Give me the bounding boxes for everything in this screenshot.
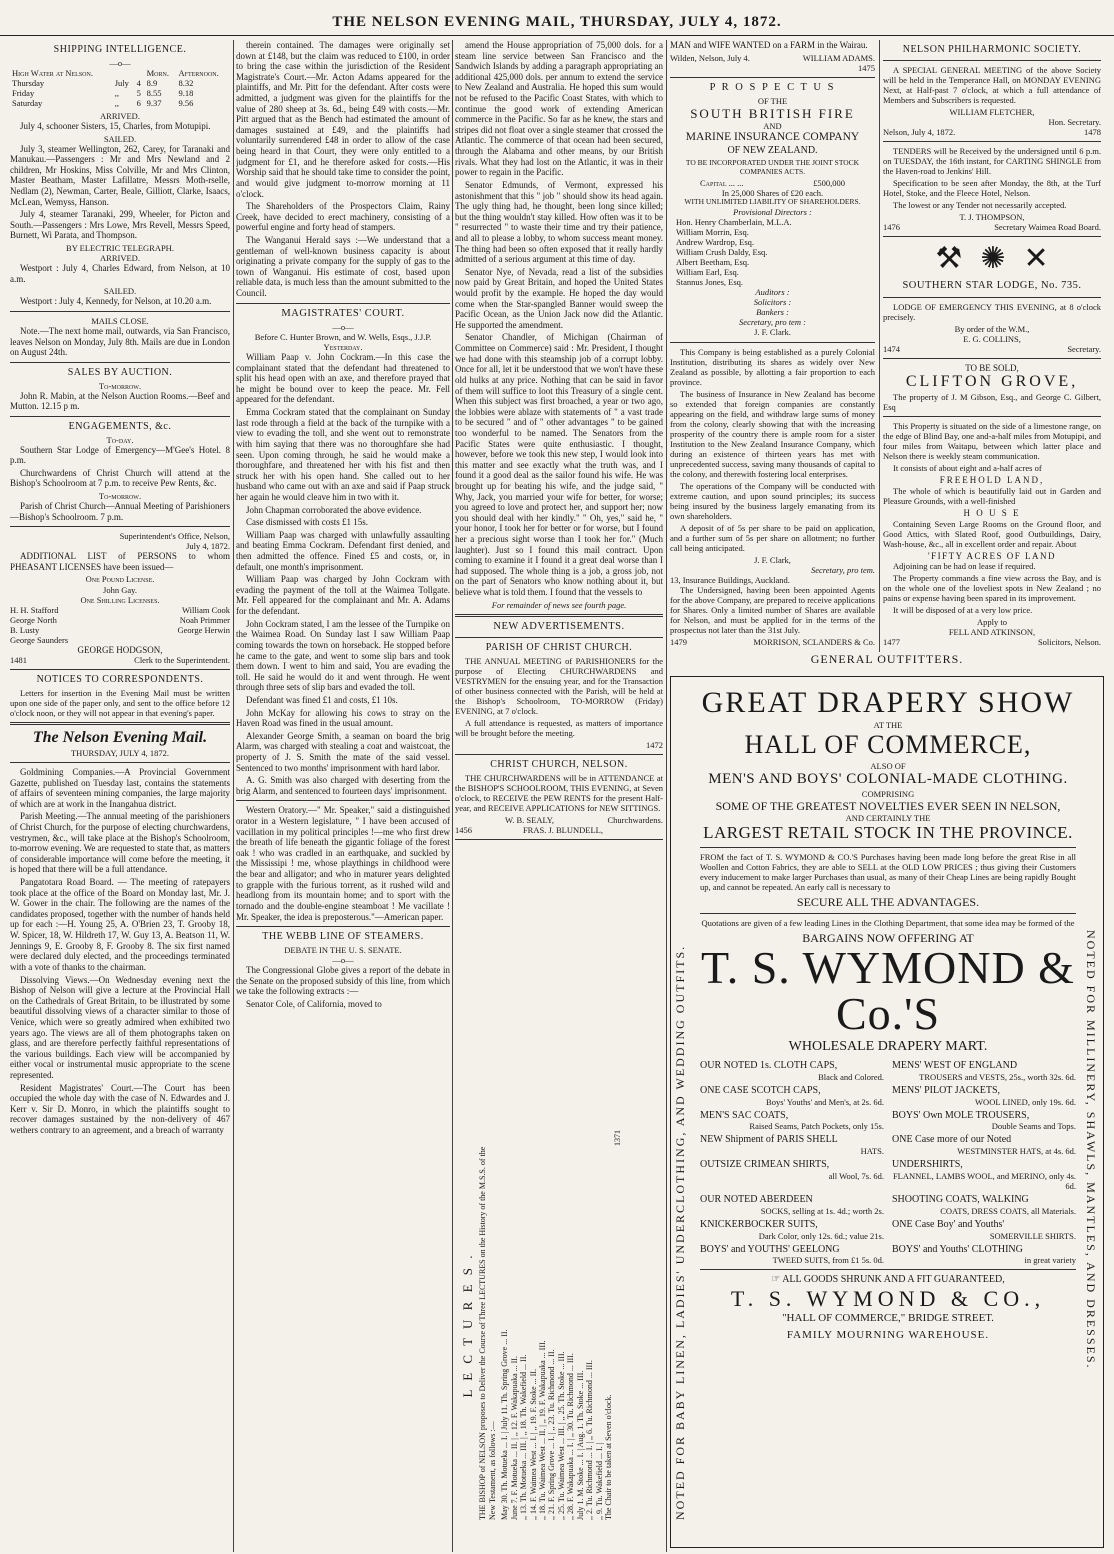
tide-table: High Water at Nelson. Morn. Afternoon. Thursday July 4 8.9 8.32 Friday ,, 5 8.55 9.18 Saturday ,, 6 9.37 9.56 — [10, 68, 230, 108]
list-item: ,, 25. Tu. Waimea West ... III. | ,, 25. Th. Stoke ... III. — [556, 1351, 566, 1520]
masthead: THE NELSON EVENING MAIL, THURSDAY, JULY 4, 1872. — [0, 0, 1114, 36]
lectures-ad: L E C T U R E S . THE BISHOP of NELSON proposes to Deliver the Course of Three LECTURES on the History of the M.S.S. of the New Testament, as follows :— May 30. Th. Motueka ... I. | July 11. Th. Spring Grove ... II. June 7. F. Motueka ... II. | ,, 12. F. Wakapuaka ... II. ,, 13. Th. Motueka ... III. | ,, 18. Th. Wakefield ... II. ,, 14. F. Waimea West ... I. | ,, 19. F. Stoke ... II. ,, 18. Tu. Waimea West ... II. | ,, 19. F. Wakapuaka ... III. ,, 21. F. Spring Grove ... I. | ,, 23. Tu. Richmond ... II. ,, 25. Tu. Waimea West ... III. | ,, 25. Th. Stoke ... III. ,, 28. F. Wakapuaka ... I. | ,, 30. Tu. Richmond ... III. July 1. M. Stoke ... I. | Aug. 1. Th. Stoke ... III. ,, 2. Tu. Richmond ... I. | ,, 6. Tu. Richmond ... III. ,, 9. Tu. Wakefield ... I. | The Chair to be taken at Seven o'clock. 1371 — [460, 1130, 623, 1520]
list-item: SHOOTING COATS, WALKING COATS, DRESS COATS, all Materials. — [892, 1194, 1076, 1216]
list-item: UNDERSHIRTS, FLANNEL, LAMBS WOOL, and MERINO, only 4s. 6d. — [892, 1159, 1076, 1191]
list-item: KNICKERBOCKER SUITS, Dark Color, only 12s. 6d.; value 21s. — [700, 1218, 884, 1241]
new-ads-heading: NEW ADVERTISEMENTS. — [493, 620, 625, 632]
side-banner-left: NOTED FOR BABY LINEN, LADIES' UNDERCLOTHING, AND WEDDING OUTFITS. — [673, 944, 687, 1520]
compass-icon: ⚒ — [935, 242, 963, 276]
list-item: ONE Case more of our Noted WESTMINSTER HATS, at 4s. 6d. — [892, 1134, 1076, 1157]
list-item: NEW Shipment of PARIS SHELL HATS. — [700, 1134, 884, 1157]
pointing-hand-icon: ☞ — [771, 1274, 781, 1286]
list-item: MENS' PILOT JACKETS, WOOL LINED, only 19s. 6d. — [892, 1084, 1076, 1107]
shipping-heading: SHIPPING INTELLIGENCE. — [53, 44, 187, 55]
paper-title: The Nelson Evening Mail. — [32, 729, 208, 747]
list-item: MENS' WEST OF ENGLAND TROUSERS and VESTS, 25s., worth 32s. 6d. — [892, 1059, 1076, 1082]
list-item: OUR NOTED 1s. CLOTH CAPS, Black and Colored. — [700, 1059, 884, 1082]
table-row: Saturday ,, 6 9.37 9.56 — [12, 97, 194, 108]
philharmonic-heading: NELSON PHILHARMONIC SOCIETY. — [902, 44, 1082, 55]
column-rule — [879, 40, 880, 652]
column-rule — [233, 40, 234, 1552]
table-row: Thursday July 4 8.9 8.32 — [12, 77, 194, 88]
engagements-heading: ENGAGEMENTS, &c. — [68, 420, 172, 432]
list-item: ONE CASE SCOTCH CAPS, Boys' Youths' and Men's, at 2s. 6d. — [700, 1084, 884, 1107]
crossed-tools-icon: ✕ — [1023, 242, 1049, 276]
list-item: ,, 13. Th. Motueka ... III. | ,, 18. Th. Wakefield ... II. — [519, 1354, 529, 1520]
court-heading: MAGISTRATES' COURT. — [281, 307, 405, 319]
list-item: ,, 18. Tu. Waimea West ... II. | ,, 19. F. Wakapuaka ... III. — [537, 1340, 547, 1520]
lodge-heading: SOUTHERN STAR LODGE, No. 735. — [902, 280, 1082, 292]
list-item: ,, 2. Tu. Richmond ... I. | ,, 6. Tu. Richmond ... III. — [585, 1360, 595, 1520]
list-item: BOYS' and YOUTHS' GEELONG TWEED SUITS, from £1 5s. 0d. — [700, 1243, 884, 1266]
list-item: OUR NOTED ABERDEEN SOCKS, selling at 1s. 4d.; worth 2s. — [700, 1194, 884, 1216]
parish-heading: PARISH OF CHRIST CHURCH. — [485, 642, 633, 654]
list-item: May 30. Th. Motueka ... I. | July 11. Th. Spring Grove ... II. — [500, 1329, 510, 1520]
list-item: The Chair to be taken at Seven o'clock. — [604, 1394, 614, 1520]
column-rule — [666, 40, 667, 1552]
masonic-emblems — [883, 241, 1101, 276]
column-rule — [452, 40, 453, 1552]
list-item: ,, 9. Tu. Wakefield ... I. | — [594, 1442, 604, 1520]
prospectus-heading: P R O S P E C T U S — [709, 81, 836, 93]
list-item: OUTSIZE CRIMEAN SHIRTS, all Wool, 7s. 6d. — [700, 1159, 884, 1181]
table-row: Friday ,, 5 8.55 9.18 — [12, 87, 194, 98]
wymond-title: T. S. WYMOND & Co.'S — [701, 942, 1075, 1040]
webb-heading: THE WEBB LINE OF STEAMERS. — [262, 931, 424, 943]
drapery-show-title: GREAT DRAPERY SHOW — [701, 686, 1075, 719]
list-item: BOYS' and Youths' CLOTHING in great variety — [892, 1243, 1076, 1266]
outfitters-heading: GENERAL OUTFITTERS. — [810, 652, 964, 666]
christ-church-heading: CHRIST CHURCH, NELSON. — [490, 759, 628, 771]
list-item: ,, 21. F. Spring Grove ... I. | ,, 23. Tu. Richmond ... II. — [547, 1349, 557, 1520]
list-item: July 1. M. Stoke ... I. | Aug. 1. Th. Stoke ... III. — [575, 1370, 585, 1520]
notices-heading: NOTICES TO CORRESPONDENTS. — [36, 674, 204, 686]
outfitters-content: GREAT DRAPERY SHOW AT THE HALL OF COMMERCE, ALSO OF MEN'S AND BOYS' COLONIAL-MADE CLOTHING. COMPRISING SOME OF THE GREATEST NOVELTIES EVER SEEN IN NELSON, AND CERTAINLY THE LARGEST RETAIL STOCK IN THE PROVINCE. FROM the fact of T. S. WYMOND & CO.'S Purchases having been made long before the great Rise in all Woollen and Cotton Fabrics, they are able to SELL at the OLD LOW PRICES ; thus giving their Customers every inducement to make larger Purchases than usual, as many of their Cheap Lines are being rapidly Bought up, and cannot be repeated. An early call is necessary to SECURE ALL THE ADVANTAGES. Quotations are given of a few leading Lines in the Clothing Department, that some idea may be formed of the BARGAINS NOW OFFERING AT T. S. WYMOND & Co.'S WHOLESALE DRAPERY MART. OUR NOTED 1s. CLOTH CAPS, Black and Colored. MENS' WEST OF ENGLAND TROUSERS and VESTS, 25s., worth 32s. 6d. ONE CASE SCOTCH CAPS, Boys' Youths' and Men's, at 2s. 6d. MENS' PILOT JACKETS, WOOL LINED, only 19s. 6d. MEN'S SAC COATS, Raised Seams, Patch Pockets, only 15s. BOYS' Own MOLE TROUSERS, Double Seams and Tops. NEW Shipment of PARIS SHELL HATS. ONE Case more of our Noted WESTMINSTER HATS, at 4s. 6d. OUTSIZE CRIMEAN SHIRTS, all Wool, 7s. 6d. UNDERSHIRTS, FLANNEL, LAMBS WOOL, and MERINO, only 4s. 6d. OUR NOTED ABERDEEN SOCKS, selling at 1s. 4d.; worth 2s. SHOOTING COATS, WALKING COATS, DRESS COATS, all Materials. KNICKERBOCKER SUITS, Dark Color, only 12s. 6d.; value 21s. ONE Case Boy' and Youths' SOMERVILLE SHIRTS. BOYS' and YOUTHS' GEELONG TWEED SUITS, from £1 5s. 0d. BOYS' and Youths' CLOTHING in great variety ☞ ALL GOODS SHRUNK AND A FIT GUARANTEED, T. S. WYMOND & CO., "HALL OF COMMERCE," BRIDGE STREET. FAMILY MOURNING WAREHOUSE. — [700, 686, 1076, 1342]
side-banner-right: NOTED FOR MILLINERY, SHAWLS, MANTLES, AND DRESSES. — [1084, 930, 1099, 1370]
clifton-grove-title: CLIFTON GROVE, — [905, 373, 1079, 391]
column-3: amend the House appropriation of 75,000 dols. for a steam line service between San Francisco and the Sandwich Islands by adding a paragraph appropriating an additional 425,000 dols. per annum to extend the service to New Zealand and Australia. He hoped this sum would not be refused to the Pacific Coast States, with which to continue the good work of extending American commerce in the Pacific. So far as he knew, the stars and stripes did not float over a single steamer that crossed the Atlantic. The commerce of that ocean had been secured, through the Alabama and other means, by our British rivals. What they had lost on the Atlantic, it was in their power to regain in the Pacific. Senator Edmunds, of Vermont, expressed his astonishment that this " job " should show its head again. The ugly thing had, he thought, been long since killed; but the thing wouldn't stay killed. How often was it to be " resurrected " to waste their time and try their patience, and all to please a lobby, to whom success meant money. The thing had been so often exposed that it really hardly admitted of a serious argument at this time of day. Senator Nye, of Nevada, read a list of the subsidies now paid by Great Britain, and hoped the United States would profit by the example. He hoped the day would come when the Star-spangled Banner would sweep the Pacific Ocean, as the Union Jack now did the Atlantic. He supported the amendment. Senator Chandler, of Michigan (Chairman of Committee on Commerce) said : Mr. President, I thought we had done with this steamship job of a corrupt lobby. Once for all, let it be understood that we won't have these old hulks at any price. Nothing that can be said in favor of them will suffice to loot this Treasury of a single cent. When this subject was first broached, a year or two ago, the lobbies were ablaze with statements of " a vast trade to be secured " and of " other advantages " to be gained too wonderful to be named. The Senators from the Pacific States were quite enthusiastic. I thought, however, before we took this new step, I would look into this matter and see exactly what the truth was, and I found it a good deal as the sailor found his wife. He was brought up for beating his wife, and the judge said, " Why, Jack, you married your wife for better, for worse; you agreed to love and protect her, and support her; now you should deal with her kindly." " Oh, yes," said he, " your honor, I took her for better or for worse, but I found her a precious sight worse than I took her for." (Much laughter). Just so I found this mail contract. Upon coming to examine it I found it a great deal worse than I had supposed. The whole thing is a job, a gross job, not on the part of Senators who know nothing about it, but believe what is told them. I found that the vessels to For remainder of news see fourth page. NEW ADVERTISEMENTS. PARISH OF CHRIST CHURCH. THE ANNUAL MEETING of PARISHIONERS for the purpose of Electing CHURCHWARDENS and VESTRYMEN for the ensuing year, and for the Transaction of other business connected with the Parish, will be held at the Bishop's Schoolroom, TO-MORROW (Friday) EVENING, at 7 o'clock. A full attendance is requested, as matters of importance will be brought before the meeting. 1472 CHRIST CHURCH, NELSON. THE CHURCHWARDENS will be in ATTENDANCE at the BISHOP'S SCHOOLROOM, THIS EVENING, at Seven o'clock, to RECEIVE the PEW RENTS for the present Half-year, and RECEIVE APPLICATIONS for NEW SITTINGS. W. B. SEALY, Churchwardens. 1456 FRAS. J. BLUNDELL, — [455, 40, 663, 1552]
column-4: MAN and WIFE WANTED on a FARM in the Wairau. Wilden, Nelson, July 4. WILLIAM ADAMS. 1475 P R O S P E C T U S OF THE SOUTH BRITISH FIRE AND MARINE INSURANCE COMPANY OF NEW ZEALAND. TO BE INCORPORATED UNDER THE JOINT STOCK COMPANIES ACTS. Capital ... ... £500,000 In 25,000 Shares of £20 each. WITH UNLIMITED LIABILITY OF SHAREHOLDERS. Provisional Directors : Hon. Henry Chamberlain, M.L.A. William Morrin, Esq. Andrew Wardrop, Esq. William Crush Daldy, Esq. Albert Beetham, Esq. William Earl, Esq. Stannus Jones, Esq. Auditors : Solicitors : Bankers : Secretary, pro tem : J. F. Clark. This Company is being established as a purely Colonial Institution, distributing its shares as widely over New Zealand as possible, by allotting a fair proportion to each province. The business of Insurance in New Zealand has become so extended that foreign companies are constantly appearing on the field, and withdraw large sums of money from the colony, clearly showing that with the increasing prosperity of the country there is ample room for a sister Institution to the New Zealand Insurance Company, which during an existence of thirteen years has met with unprecedented success, saving many thousands of capital to the colony, and therewith fostering local enterprises. The operations of the Company will be conducted with extreme caution, and upon sound principles; its success being insured by the business largely emanating from its own shareholders. A deposit of of 5s per share to be paid on application, and a further sum of 5s per share on allotment; no further call being anticipated. J. F. Clark, Secretary, pro tem. 13, Insurance Buildings, Auckland. The Undersigned, having been been appointed Agents for the above Company, are prepared to receive applications for Shares. Only a limited number of Shares are available for Nelson, and must be applied for in the terms of the prospectus not later than the 31st July. 1479 MORRISON, SCLANDERS & Co. — [670, 40, 875, 647]
star-icon: ✺ — [980, 242, 1006, 276]
list-item: June 7. F. Motueka ... II. | ,, 12. F. Wakapuaka ... II. — [509, 1356, 519, 1520]
sales-heading: SALES BY AUCTION. — [67, 366, 173, 378]
list-item: MEN'S SAC COATS, Raised Seams, Patch Pockets, only 15s. — [700, 1109, 884, 1132]
clothing-items — [700, 1060, 1076, 1266]
list-item: BOYS' Own MOLE TROUSERS, Double Seams and Tops. — [892, 1109, 1076, 1132]
column-5: NELSON PHILHARMONIC SOCIETY. A SPECIAL GENERAL MEETING of the above Society will be held in the Temperance Hall, on MONDAY EVENING Next, at Half-past 7 o'clock, at which a full attendance of Members and Subscribers is requested. WILLIAM FLETCHER, Hon. Secretary. Nelson, July 4, 1872. 1478 TENDERS will be Received by the undersigned until 6 p.m. on TUESDAY, the 16th instant, for CARTING SHINGLE from the Haven-road to Jenkins' Hill. Specification to be seen after Monday, the 8th, at the Turf Hotel, Stoke, and the Fleece Hotel, Nelson. The lowest or any Tender not necessarily accepted. T. J. THOMPSON, 1476 Secretary Waimea Road Board. ⚒ ✺ ✕ SOUTHERN STAR LODGE, No. 735. LODGE OF EMERGENCY THIS EVENING, at 8 o'clock precisely. By order of the W.M., E. G. COLLINS, 1474 Secretary. TO BE SOLD, CLIFTON GROVE, The property of J. M Gibson, Esq., and George C. Gilbert, Esq This Property is situated on the side of a limestone range, on the edge of Blind Bay, one and-a-half miles from Motupipi, and four miles from Waitapu, between which latter place and Nelson there is weekly steam communication. It consists of about eight and a-half acres of FREEHOLD LAND, The whole of which is beautifully laid out in Garden and Pleasure Grounds, with a well-finished H O U S E Containing Seven Large Rooms on the Ground floor, and Good Attics, with Slated Roof, good Outbuildings, Dairy, Wash-house, &c., all in excellent order and repair. About 'FIFTY ACRES OF LAND Adjoining can be had on lease if required. The Property commands a fine view across the Bay, and is on the whole one of the loveliest spots in New Zealand ; no pains or expense having been spared in its improvement. It will be disposed of at a very low price. Apply to FELL AND ATKINSON, 1477 Solicitors, Nelson. — [883, 44, 1101, 648]
list-item: ONE Case Boy' and Youths' SOMERVILLE SHIRTS. — [892, 1218, 1076, 1241]
list-item: ,, 28. F. Wakapuaka ... I. | ,, 30. Tu. Richmond ... III. — [566, 1353, 576, 1520]
list-item: ,, 14. F. Waimea West ... I. | ,, 19. F. Stoke ... II. — [528, 1369, 538, 1520]
column-1: SHIPPING INTELLIGENCE. —o— High Water at Nelson. Morn. Afternoon. Thursday July 4 8.9 8.32 Friday ,, 5 8.55 9.18 Saturday ,, 6 9.37 9.56 ARRIVED. July 4, schooner Sisters, 15, Charles, from Motupipi. SAILED. July 3, steamer Wellington, 262, Carey, for Taranaki and Manukau.—Passengers : Mr and Mrs Newland and 2 children, Mr Hoskins, Miss Colville, Mr and Mrs Clinton, Master Beatham, Master Lafillatre, Messrs Moth-rselle, Nedlam (2), Newman, Carter, Beale, Gilliott, Clarke, Isaacs, McLean, Wemyss, Hanson. July 4, steamer Taranaki, 299, Wheeler, for Picton and South.—Passengers : Mrs Lowe, Mrs Revell, Messrs Speed, Burnett, Wi Parata, and Thompson. BY ELECTRIC TELEGRAPH. ARRIVED. Westport : July 4, Charles Edward, from Nelson, at 10 a.m. SAILED. Westport : July 4, Kennedy, for Nelson, at 10.20 a.m. MAILS CLOSE. Note.—The next home mail, outwards, via San Francisco, leaves Nelson on Monday, July 8th. Mails are due in London on August 24th. SALES BY AUCTION. To-morrow. John R. Mabin, at the Nelson Auction Rooms.—Beef and Mutton. 12.15 p m. ENGAGEMENTS, &c. To-day. Southern Star Lodge of Emergency—M'Gee's Hotel. 8 p.m. Churchwardens of Christ Church will attend at the Bishop's Schoolroom at 7 p.m. to receive Pew Rents, &c. To-morrow. Parish of Christ Church—Annual Meeting of Parishioners—Bishop's Schoolroom. 7 p.m. Superintendent's Office, Nelson, July 4, 1872. ADDITIONAL LIST of PERSONS to whom PHEASANT LICENSES have been issued— One Pound License. John Gay. One Shilling Licenses. H. H. Stafford William Cook George North Noah Primmer B. Lusty George Herwin George Saunders GEORGE HODGSON, 1481 Clerk to the Superintendent. NOTICES TO CORRESPONDENTS. Letters for insertion in the Evening Mail must be written upon one side of the paper only, and sent to the office before 12 o'clock noon, or they will not appear in that evening's paper. The Nelson Evening Mail. THURSDAY, JULY 4, 1872. Goldmining Companies.—A Provincial Government Gazette, published on Tuesday last, contains the statements of affairs of seventeen mining companies, the large majority of which are at work in the Inangahua district. Parish Meeting.—The annual meeting of the parishioners of Christ Church, for the purpose of electing churchwardens, vestrymen, &c., will take place at the Bishop's Schoolroom, to-morrow evening. We are requested to state that, as matters of considerable importance will come before the meeting, it is hoped that there will be a full attendance. Pangatotara Road Board. — The meeting of ratepayers took place at the office of the Board on Monday last, Mr. J. W. Gower in the chair. The following are the names of the candidates proposed, together with the number of hands held up for each :—H. Young 25, A. O'Brien 23, T. Grooby 18, W. Spicer, 18, W. Hildreth 17, W. Guy 13, A. Beatson 11, W. Jennings 9, E. Grooby 8, F. Grooby 8. The six first named were declared duly elected, and the proceedings terminated with a vote of thanks to the chairman. Dissolving Views.—On Wednesday evening next the Bishop of Nelson will give a lecture at the Provincial Hall on the Cathedrals of Great Britain, to be illustrated by some beautiful dissolving views of a character similar to those of Venice, which were so greatly admired when exhibited two years ago. The views are all of them photographs taken on glass, and are therefore perfectly faithful representations of the various buildings. Each view will be accompanied by either vocal or instrumental music appropriate to the scene represented. Resident Magistrates' Court.—The Court has been occupied the whole day with the case of N. Edwardes and J. Kerr v. Sir D. Monro, in which the plaintiffs sought to recover damages sustained by the non-delivery of 467 wethers contrary to an agreement, and a breach of warranty — [10, 44, 230, 1136]
column-2: therein contained. The damages were originally set down at £148, but the claim was reduced to £100, in order to bring the case within the jurisdiction of the Resident Magistrate's Court.—Mr. Acton Adams appeared for the plaintiffs, and Mr. Pitt for the defendant. After costs were admitted, a judgment was given for the plaintiffs for the value of 280 sheep at 3s. 6d., being £49 with costs.—Mr. Pitt argued that as the Bench had estimated the amount of damages sustained at £49, and the plaintiffs had voluntarily surrendered £48 in order to allow of the case being heard in that Court, they were only entitled to a judgment for £1, and he therefore asked for costs.—His Worship said that he should take time to consider the point, and would give judgment to-morrow morning at 11 o'clock. The Shareholders of the Prospectors Claim, Rainy Creek, have decided to erect machinery, consisting of a powerful engine and forty head of stampers. The Wanganui Herald says :—We understand that a gentleman of well-known business capacity is about originating a private company for the supply of gas to the town of Wanganui. His estimate of cost, based upon reliable data, is much less than the amount submitted to the Council. MAGISTRATES' COURT. —o— Before C. Hunter Brown, and W. Wells, Esqs., J.J.P. Yesterday. William Paap v. John Cockram.—In this case the complainant stated that the defendant had threatened to split his head open with an axe, and therefore prayed that he might be bound over to keep the peace. Mr. Fell appeared for the defendant. Emma Cockram stated that the complainant on Sunday last rode through a field at the back of the turnpike with a view to evading the toll, and she went out to remonstrate with him saying that there was no thoroughfare she had seen. Upon coming through, he said he would make a thoroughfare, and threatened her with his fist and then struck her with his open hand. She called out to her husband who came out with an axe and said if Paap struck her again he would cleave him in two with it. John Chapman corroborated the above evidence. Case dismissed with costs £1 15s. William Paap was charged with unlawfully assaulting and beating Emma Cockram. Defendant first denied, and then admitted the offence. Fined £5 and costs, or, in default, one month's imprisonment. William Paap was charged by John Cockram with evading the payment of the toll at the Waimea Tollgate. Mr. Fell appeared for the complainant and Mr. A. Adams for the defendant. John Cockram stated, I am the lessee of the Turnpike on the Waimea Road. On Sunday last I saw William Paap coming towards the town on horseback. He stopped before he came to the gate, and went to some slip bars and took them down. I went to him and said, You are evading the toll. He said he would do it and went through. He went through three sets of slip bars and evaded the toll. Defendant was fined £1 and costs, £1 10s. John McKay for allowing his cows to stray on the Haven Road was fined in the usual amount. Alexander George Smith, a seaman on board the brig Alarm, was charged with stealing a coat and waistcoat, the property of J. S. Smith the mate of the said vessel. Sentenced to two months' imprisonment with hard labor. A. G. Smith was also charged with deserting from the brig Alarm, and sentenced to fourteen days' imprisonment. Western Oratory.—" Mr. Speaker," said a distinguished orator in a Western legislature, " I have been accused of vacillation in my political principles !—me who first drew the breath of life beneath the gigantic foliage of the forest oak ! who was cradled in an earthquake, and suckled by the Mississipi ! me, whose playthings in childhood were the bear and alligator; and who in maturer years delighted to grapple with the furious torrent, as it rushed wild and headlong from its mountain home; and to sport with the tornado and the double-engine steamboat ! Me vacillate ! Mr. Speaker, the idea is preposterous."—American paper. THE WEBB LINE OF STEAMERS. DEBATE IN THE U. S. SENATE. —o— The Congressional Globe gives a report of the debate in the Senate on the proposed subsidy of this line, from which we take the following extracts :— Senator Cole, of California, moved to — [236, 40, 450, 1009]
